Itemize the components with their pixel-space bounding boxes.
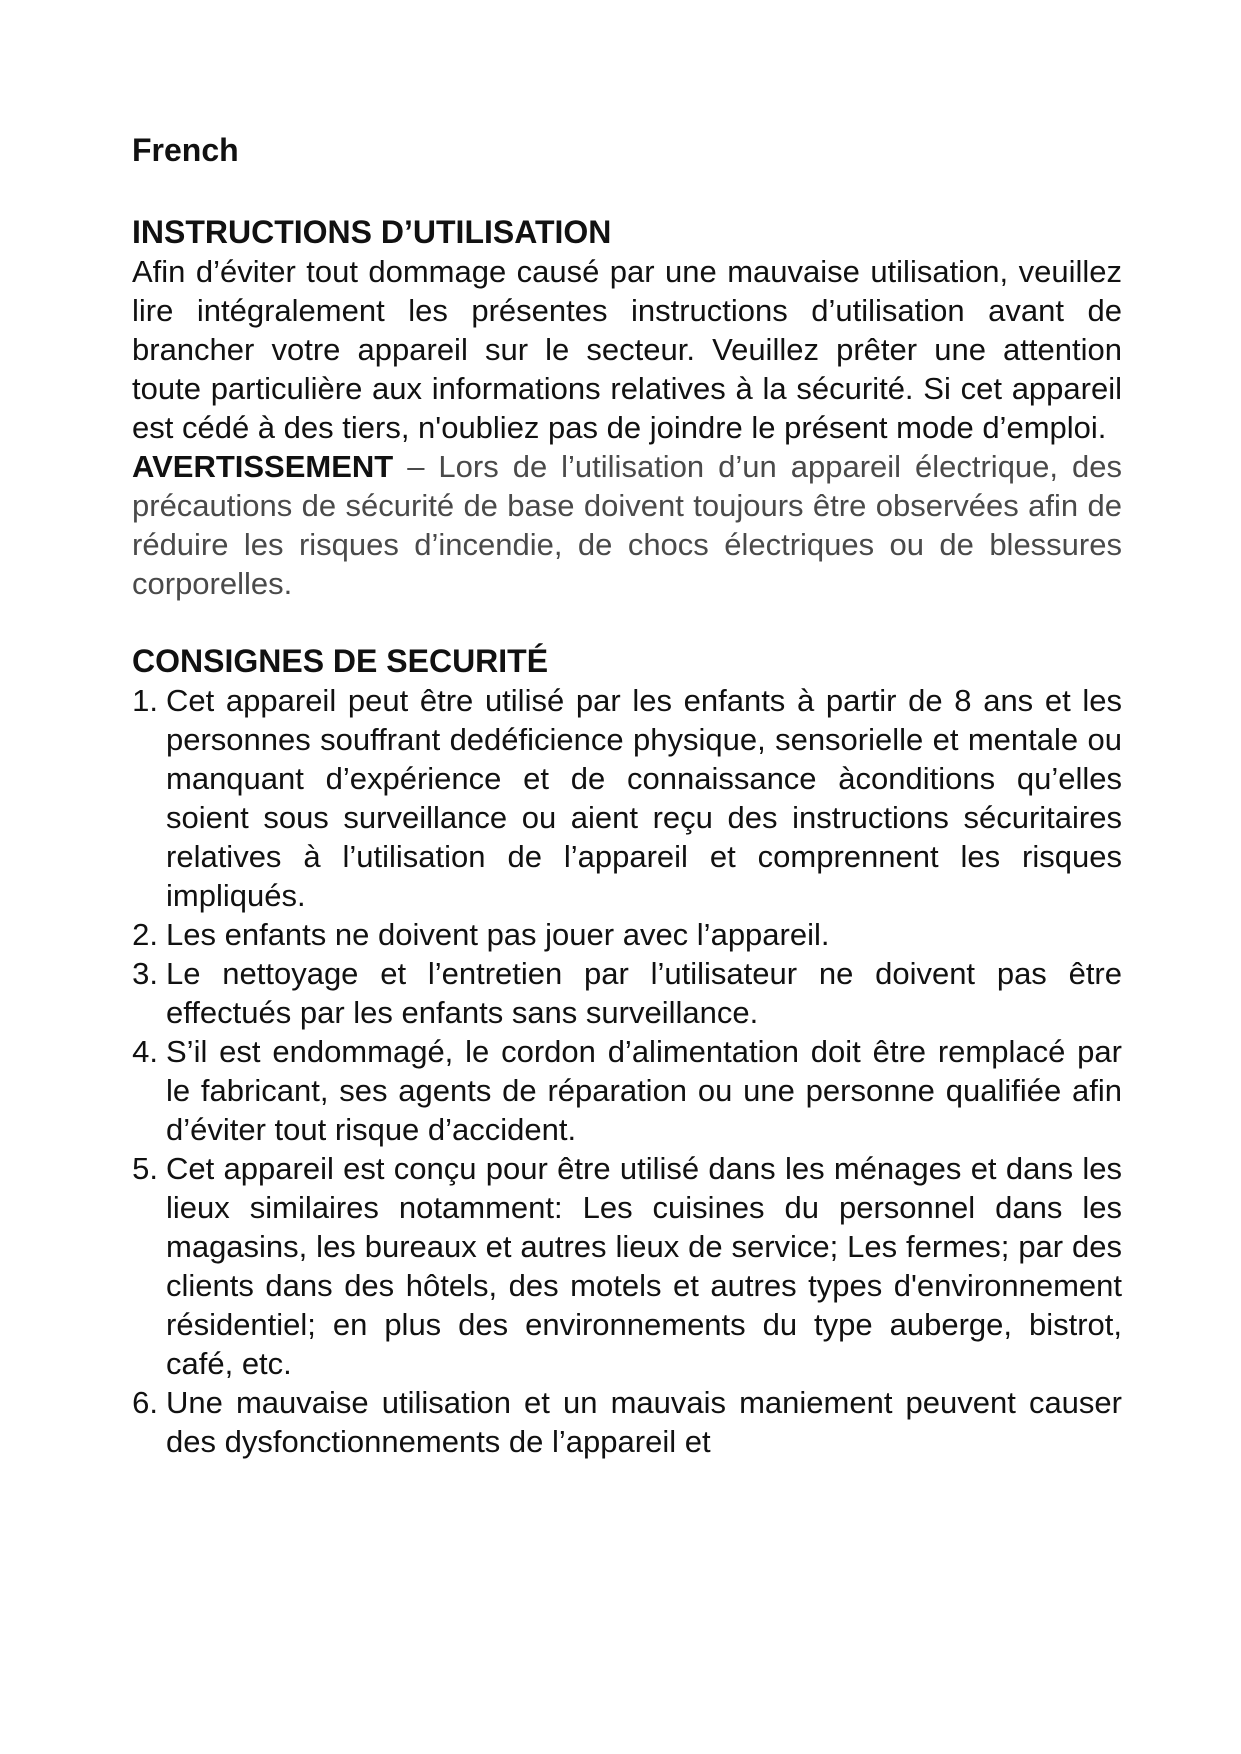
list-item-text: S’il est endommagé, le cordon d’alimentation doit être remplacé par le fabricant, ses agents de réparation ou une personne qualifiée afin d’éviter tout risque d’accident. (166, 1034, 1122, 1147)
list-item-number: 6. (132, 1385, 158, 1420)
list-item-number: 4. (132, 1034, 158, 1069)
list-item (132, 1032, 1122, 1149)
usage-instructions-title: INSTRUCTIONS D’UTILISATION (132, 214, 612, 250)
list-item (132, 915, 1122, 954)
list-item (132, 954, 1122, 1032)
list-item-number: 1. (132, 683, 158, 718)
usage-instructions-paragraph: Afin d’éviter tout dommage causé par une mauvaise utilisation, veuillez lire intégralement les présentes instructions d’utilisation avant de brancher votre appareil sur le secteur. Veuillez prêter une attention toute particulière aux informations relatives à la sécurité. Si cet appareil est cédé à des tiers, n'oubliez pas de joindre le présent mode d’emploi. (132, 254, 1122, 445)
document-content (132, 130, 1122, 1461)
warning-label: AVERTISSEMENT (132, 449, 394, 484)
list-item (132, 1149, 1122, 1383)
list-item (132, 681, 1122, 915)
list-item-text: Cet appareil peut être utilisé par les enfants à partir de 8 ans et les personnes souffrant dedéficience physique, sensorielle et mentale ou manquant d’expérience et de connaissance àconditions qu’elles soient sous surveillance ou aient reçu des instructions sécuritaires relatives à l’utilisation de l’appareil et comprennent les risques impliqués. (166, 683, 1122, 913)
list-item-text: Les enfants ne doivent pas jouer avec l’appareil. (166, 917, 830, 952)
list-item-text: Cet appareil est conçu pour être utilisé dans les ménages et dans les lieux similaires notamment: Les cuisines du personnel dans les magasins, les bureaux et autres lieux de service; Les fermes; par des clients dans des hôtels, des motels et autres types d'environnement résidentiel; en plus des environnements du type auberge, bistrot, café, etc. (166, 1151, 1122, 1381)
section-spacer (132, 603, 1122, 641)
list-item-text: Le nettoyage et l’entretien par l’utilisateur ne doivent pas être effectués par les enfants sans surveillance. (166, 956, 1122, 1030)
list-item-text: Une mauvaise utilisation et un mauvais maniement peuvent causer des dysfonctionnements de l’appareil et (166, 1385, 1122, 1459)
warning-text: – Lors de l’utilisation d’un appareil électrique, des précautions de sécurité de base doivent toujours être observées afin de réduire les risques d’incendie, de chocs électriques ou de blessures corporelles. (132, 449, 1122, 601)
warning-paragraph (132, 447, 1122, 603)
list-item (132, 1383, 1122, 1461)
list-item-number: 2. (132, 917, 158, 952)
safety-instructions-title: CONSIGNES DE SECURITÉ (132, 643, 549, 679)
list-item-number: 5. (132, 1151, 158, 1186)
safety-list (132, 681, 1122, 1461)
language-heading: French (132, 132, 239, 168)
list-item-number: 3. (132, 956, 158, 991)
